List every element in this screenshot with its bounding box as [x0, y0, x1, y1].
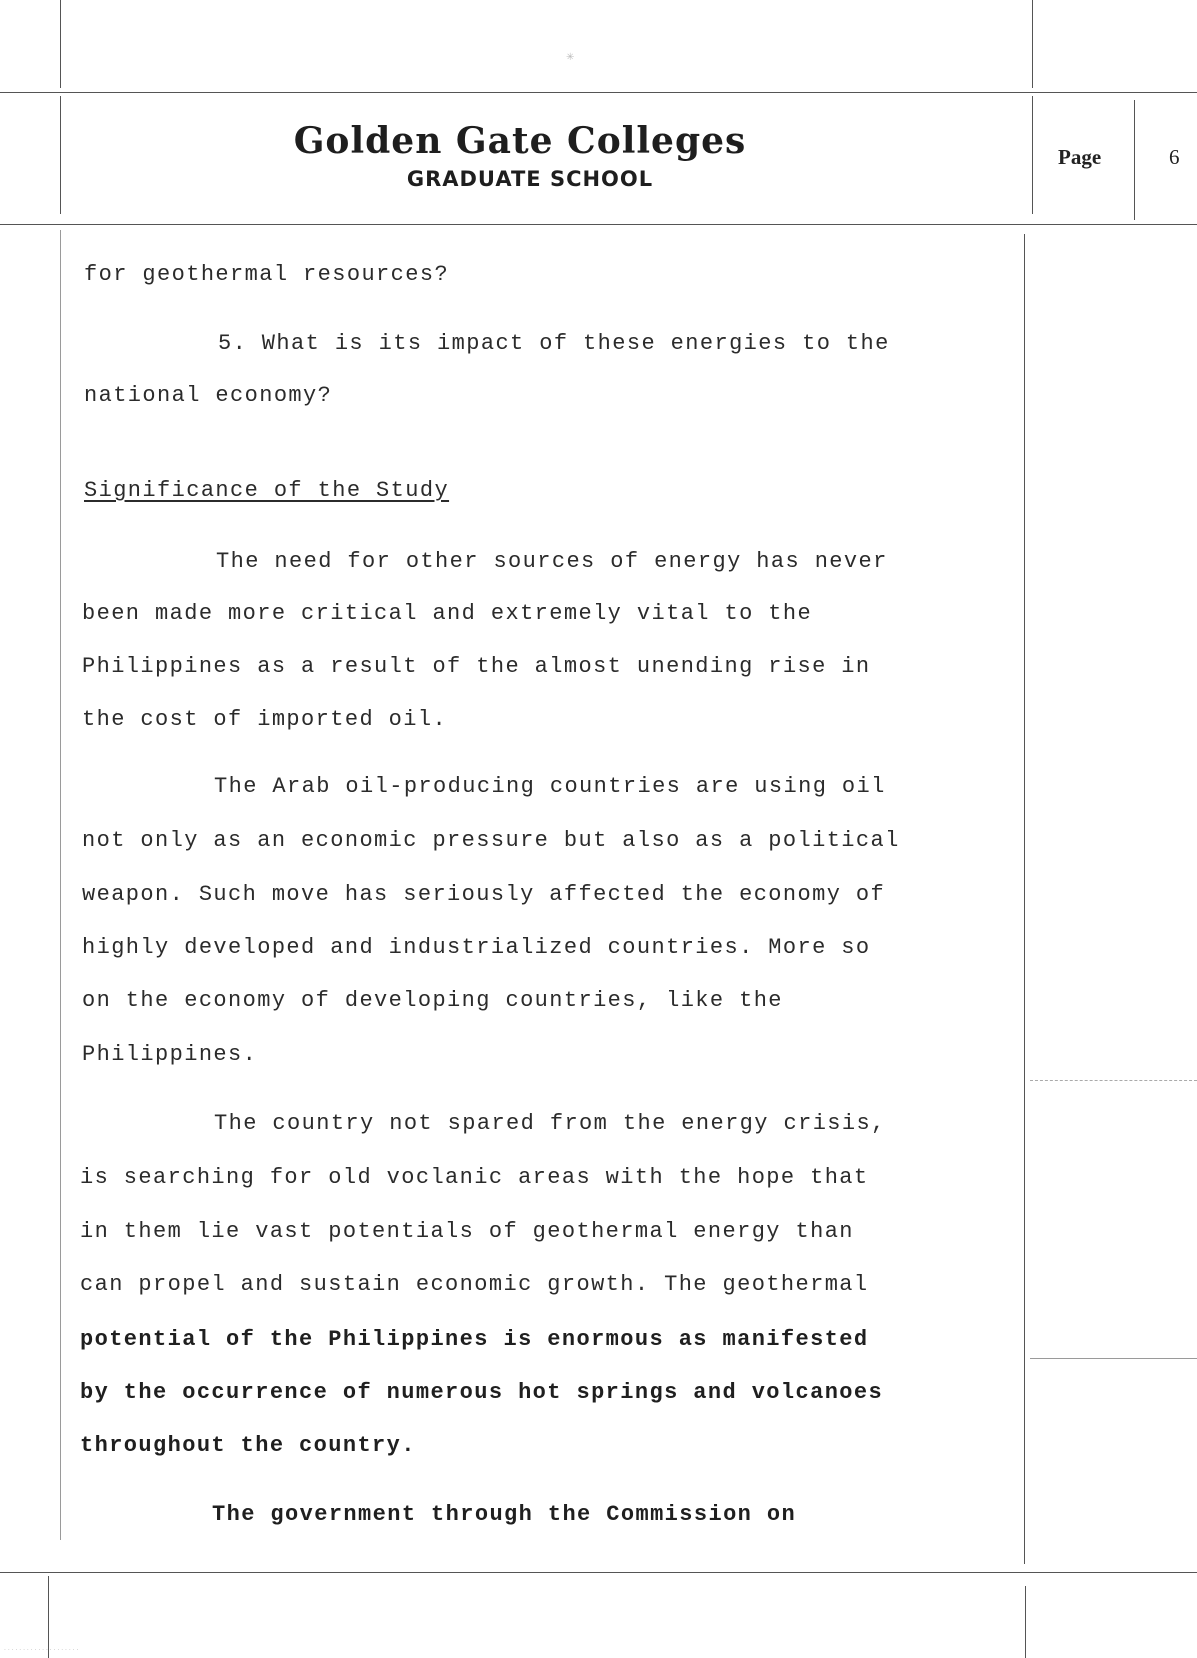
right-margin-rule-body	[1024, 234, 1025, 1564]
page-label: Page	[1058, 145, 1102, 169]
right-column-divider-lower	[1030, 1358, 1197, 1359]
body-line: 5. What is its impact of these energies to the	[218, 331, 890, 356]
college-name: Golden Gate Colleges	[293, 120, 747, 162]
body-line: highly developed and industrialized countries. More so	[82, 935, 871, 960]
body-line: the cost of imported oil.	[82, 707, 448, 732]
body-line: potential of the Philippines is enormous as manifested	[80, 1327, 869, 1352]
right-column-divider-upper	[1030, 1080, 1197, 1081]
right-margin-rule-footer	[1025, 1586, 1026, 1658]
body-line: national economy?	[84, 383, 333, 408]
body-line: Philippines.	[82, 1042, 258, 1067]
school-name: GRADUATE SCHOOL	[406, 167, 654, 191]
left-margin-rule-footer	[48, 1576, 49, 1658]
scan-mark: ✳	[566, 52, 575, 63]
body-line: by the occurrence of numerous hot springs and volcanoes	[80, 1380, 884, 1405]
header-bottom-rule	[0, 224, 1197, 225]
body-line: Philippines as a result of the almost unending rise in	[82, 654, 871, 679]
right-margin-rule-top	[1032, 0, 1033, 88]
body-line: can propel and sustain economic growth. The geothermal	[80, 1272, 869, 1297]
page-number: 6	[1169, 145, 1180, 169]
body-line: The government through the Commission on	[212, 1502, 797, 1527]
page-box-divider-rule	[1134, 100, 1135, 220]
scan-footer-noise: · · · · · · · · · · · · · · · · · · · ·	[4, 1647, 79, 1654]
body-line: throughout the country.	[80, 1433, 416, 1458]
body-line: on the economy of developing countries, like the	[82, 988, 783, 1013]
section-heading: Significance of the Study	[84, 478, 450, 503]
header-top-rule	[0, 92, 1197, 93]
body-line: not only as an economic pressure but also as a political	[82, 828, 900, 853]
body-line: is searching for old voclanic areas with the hope that	[80, 1165, 869, 1190]
left-margin-rule-top	[60, 0, 61, 88]
left-margin-rule-body	[60, 230, 61, 1540]
body-line: weapon. Such move has seriously affected the economy of	[82, 882, 886, 907]
footer-top-rule	[0, 1572, 1197, 1573]
body-line: in them lie vast potentials of geothermal energy than	[80, 1219, 854, 1244]
body-line: The Arab oil-producing countries are using oil	[214, 774, 886, 799]
body-line: The need for other sources of energy has never	[216, 549, 888, 574]
body-line: The country not spared from the energy crisis,	[214, 1111, 886, 1136]
body-line: been made more critical and extremely vital to the	[82, 601, 813, 626]
body-line: for geothermal resources?	[84, 262, 450, 287]
